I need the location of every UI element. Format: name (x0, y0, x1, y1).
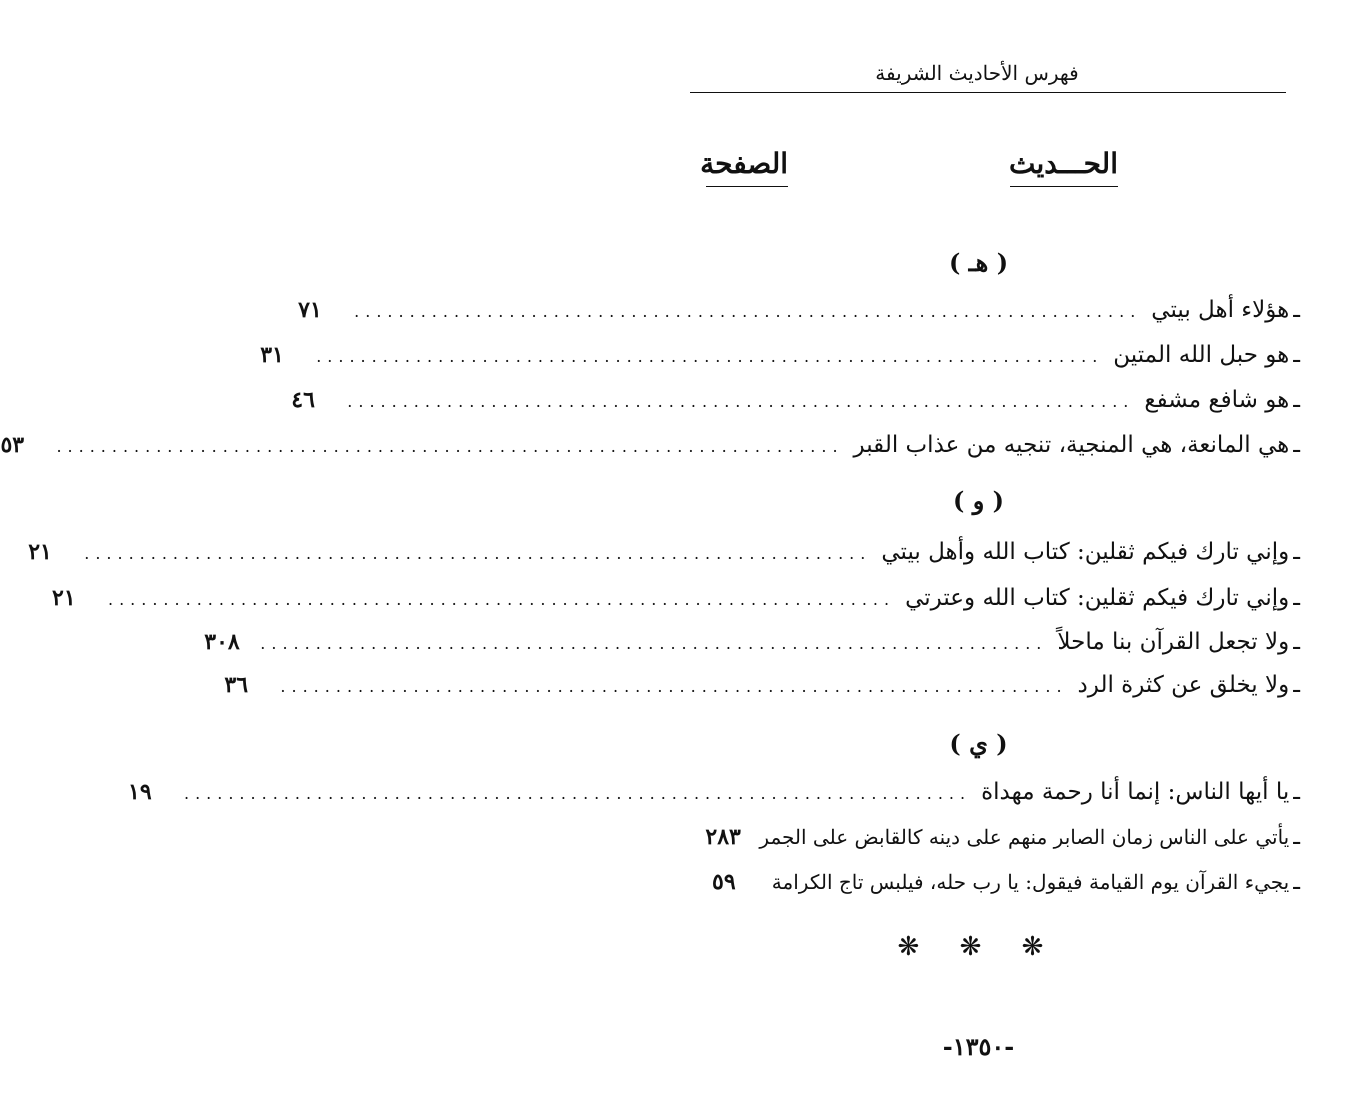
entry-dash: ـ (1293, 342, 1300, 368)
index-entry (204, 622, 1300, 662)
index-entry (224, 665, 1300, 705)
page-reference: ٢١ (28, 539, 52, 565)
section-separator: ❋ ❋ ❋ (897, 932, 1060, 962)
index-entry (705, 817, 1300, 857)
leader-dots: ....................................................................... (280, 677, 1068, 696)
index-entry (260, 335, 1300, 375)
page-reference: ٣٦ (224, 672, 249, 698)
hadith-text: ولا تجعل القرآن بنا ماحلاً (1057, 629, 1290, 655)
page-number: -١٣٥٠- (942, 1032, 1015, 1061)
index-entry (712, 862, 1300, 902)
hadith-text: هي المانعة، هي المنجية، تنجيه من عذاب القبر (853, 432, 1290, 458)
leader-dots: ....................................................................... (354, 302, 1142, 321)
running-title: فهرس الأحاديث الشريفة (875, 61, 1079, 85)
entry-dash: ـ (1293, 869, 1300, 895)
index-entry (128, 772, 1300, 812)
hadith-text: يا أيها الناس: إنما أنا رحمة مهداة (981, 779, 1290, 805)
page-reference: ٧١ (298, 297, 322, 323)
leader-dots: ....................................................................... (56, 437, 844, 456)
entry-dash: ـ (1293, 824, 1300, 850)
hadith-text: ولا يخلق عن كثرة الرد (1077, 672, 1290, 698)
entry-dash: ـ (1293, 672, 1300, 698)
page-reference: ٥٣ (0, 432, 25, 458)
leader-dots: ....................................................................... (84, 544, 872, 563)
leader-dots: ....................................................................... (108, 590, 896, 609)
leader-dots: ....................................................................... (184, 784, 972, 803)
entry-dash: ـ (1293, 779, 1300, 805)
section-letter-ya: ( ي ) (949, 729, 1008, 758)
leader-dots: ....................................................................... (316, 347, 1104, 366)
page-reference: ٣١ (260, 342, 284, 368)
page-reference: ٢١ (52, 585, 76, 611)
index-entry (28, 532, 1300, 572)
entry-dash: ـ (1293, 539, 1300, 565)
page-reference: ١٩ (128, 779, 152, 805)
index-entry (298, 290, 1300, 330)
page-reference: ٢٨٣ (705, 824, 741, 850)
page-reference: ٤٦ (291, 387, 315, 413)
hadith-text: وإني تارك فيكم ثقلين: كتاب الله وعترتي (905, 585, 1290, 611)
section-letter-ha: ( هـ ) (948, 248, 1009, 277)
index-entry (291, 380, 1300, 420)
hadith-text: هو شافع مشفع (1144, 387, 1290, 413)
index-entry (0, 425, 1300, 465)
hadith-text: هؤلاء أهل بيتي (1151, 297, 1290, 323)
page-column-heading: الصفحة (706, 144, 788, 187)
hadith-column-heading: الحـــديث (1010, 144, 1118, 187)
entry-dash: ـ (1293, 297, 1300, 323)
index-entry (52, 578, 1300, 618)
header-rule (690, 92, 1286, 93)
section-letter-waw: ( و ) (952, 486, 1004, 515)
page-reference: ٥٩ (712, 869, 736, 895)
hadith-text: هو حبل الله المتين (1113, 342, 1290, 368)
leader-dots: ....................................................................... (260, 634, 1048, 653)
hadith-text: يأتي على الناس زمان الصابر منهم على دينه كالقابض على الجمر (759, 825, 1290, 849)
entry-dash: ـ (1293, 629, 1300, 655)
leader-dots: ....................................................................... (347, 392, 1135, 411)
hadith-text: وإني تارك فيكم ثقلين: كتاب الله وأهل بيتي (881, 539, 1290, 565)
entry-dash: ـ (1293, 432, 1300, 458)
entry-dash: ـ (1293, 585, 1300, 611)
hadith-text: يجيء القرآن يوم القيامة فيقول: يا رب حله، فيلبس تاج الكرامة (771, 870, 1290, 894)
page-reference: ٣٠٨ (204, 629, 240, 655)
entry-dash: ـ (1293, 387, 1300, 413)
